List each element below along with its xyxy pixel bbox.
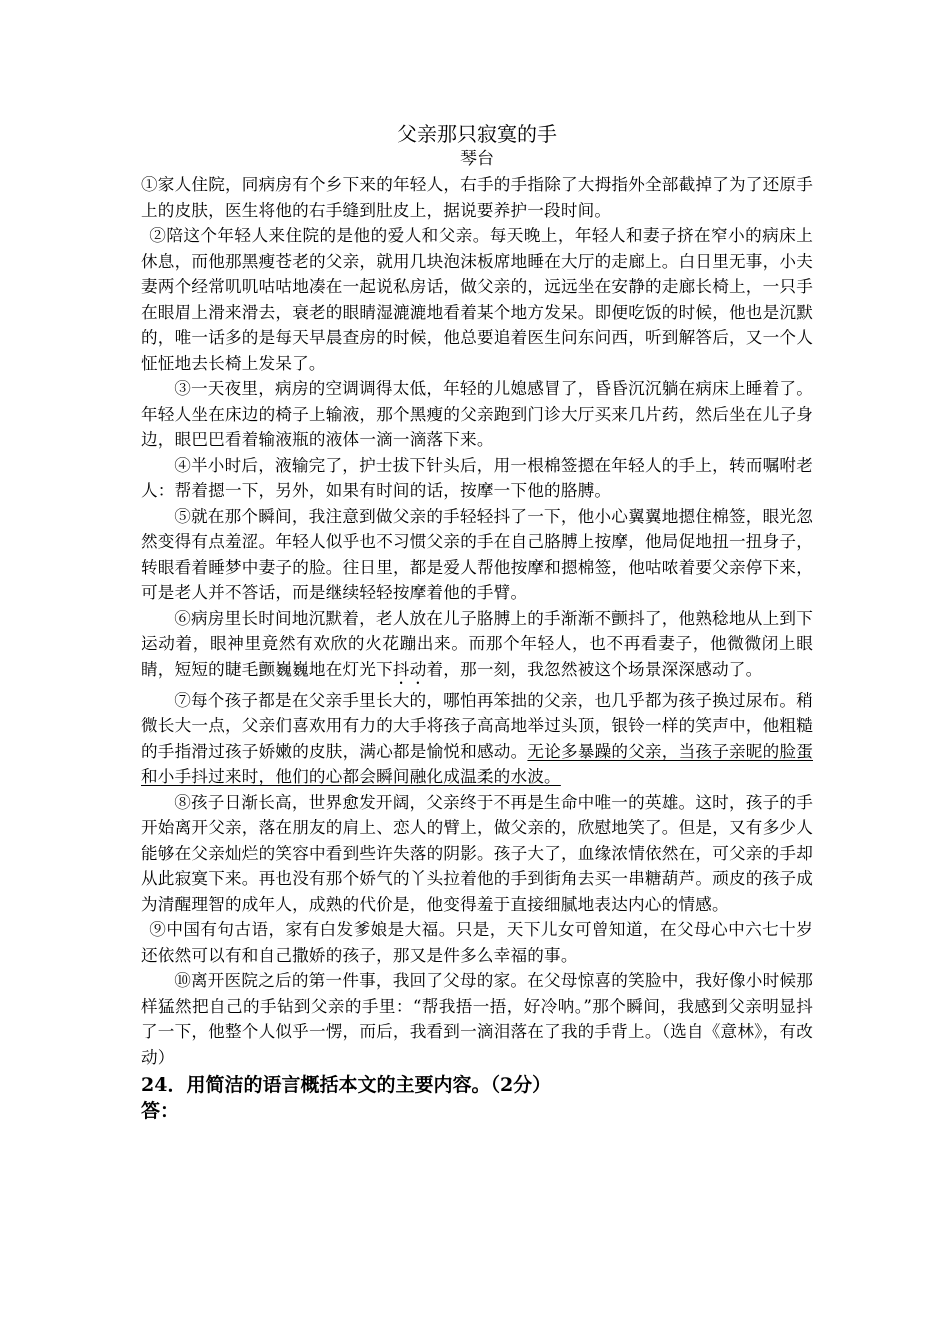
paragraph-6 bbox=[141, 606, 813, 688]
article-title: 父亲那只寂寞的手 bbox=[397, 122, 557, 146]
paragraph-6-text-c: 着，那一刻，我忽然被这个场景深深感动了。 bbox=[426, 659, 763, 679]
document-page bbox=[141, 120, 813, 1124]
paragraph-6-emphasized-word: 抖动 bbox=[392, 659, 427, 679]
paragraph-9: ⑨中国有句古语，家有白发爹娘是大福。只是，天下儿女可曾知道，在父母心中六七十岁还依然可以有和自己撒娇的孩子，那又是件多么幸福的事。 bbox=[141, 920, 813, 965]
paragraph-4: ④半小时后，液输完了，护士拔下针头后，用一根棉签摁在年轻人的手上，转而嘱咐老人：帮着摁一下，另外，如果有时间的话，按摩一下他的胳膊。 bbox=[141, 455, 813, 500]
paragraph-6-text-a: ⑥病房里长时间地沉默着，老人放在儿子胳膊上的手渐渐不颤抖了，他熟稔地从上到下运动着，眼神里竟然有欢欣的火花蹦出来。而那个年轻人，也不再看妻子，他微微闭上眼睛，短短的睫毛颤巍巍地在灯光下 bbox=[141, 608, 813, 679]
article-author: 琴台 bbox=[460, 149, 494, 169]
paragraph-7 bbox=[141, 688, 813, 790]
question-24: 24．用简洁的语言概括本文的主要内容。（2分） bbox=[141, 1074, 552, 1096]
paragraph-7-text-a: ⑦每个孩子都是在父亲手里长大的，哪怕再笨拙的父亲，也几乎都为孩子换过尿布。稍微长大一点，父亲们喜欢用有力的大手将孩子高高地举过头顶，银铃一样的笑声中，他粗糙的手指滑过孩子娇嫩的皮肤，满心都是愉悦和感动。 bbox=[141, 690, 813, 761]
paragraph-2: ②陪这个年轻人来住院的是他的爱人和父亲。每天晚上，年轻人和妻子挤在窄小的病床上休息，而他那黑瘦苍老的父亲，就用几块泡沫板席地睡在大厅的走廊上。白日里无事，小夫妻两个经常叽叽咕咕地凑在一起说私房话，做父亲的，远远坐在安静的走廊长椅上，一只手在眼眉上滑来滑去，衰老的眼睛湿漉漉地看着某个地方发呆。即便吃饭的时候，他也是沉默的，唯一话多的是每天早晨查房的时候，他总要追着医生问东问西，听到解答后，又一个人怔怔地去长椅上发呆了。 bbox=[141, 226, 813, 373]
paragraph-1: ①家人住院，同病房有个乡下来的年轻人，右手的手指除了大拇指外全部截掉了为了还原手上的皮肤，医生将他的右手缝到肚皮上，据说要养护一段时间。 bbox=[141, 175, 813, 220]
paragraph-5: ⑤就在那个瞬间，我注意到做父亲的手轻轻抖了一下，他小心翼翼地摁住棉签，眼光忽然变得有点羞涩。年轻人似乎也不习惯父亲的手在自己胳膊上按摩，他局促地扭一扭身子，转眼看着睡梦中妻子的脸。往日里，都是爱人帮他按摩和摁棉签，他咕哝着要父亲停下来，可是老人并不答话，而是继续轻轻按摩着他的手臂。 bbox=[141, 506, 813, 602]
paragraph-3: ③一天夜里，病房的空调调得太低，年轻的儿媳感冒了，昏昏沉沉躺在病床上睡着了。年轻人坐在床边的椅子上输液，那个黑瘦的父亲跑到门诊大厅买来几片药，然后坐在儿子身边，眼巴巴看着输液瓶的液体一滴一滴落下来。 bbox=[141, 379, 813, 449]
paragraph-7-underlined-sentence: 无论多暴躁的父亲，当孩子亲昵的脸蛋和小手抖过来时，他们的心都会瞬间融化成温柔的水波。 bbox=[141, 741, 813, 786]
paragraph-10: ⑩离开医院之后的第一件事，我回了父母的家。在父母惊喜的笑脸中，我好像小时候那样猛然把自己的手钻到父亲的手里：“帮我捂一捂，好冷呐。”那个瞬间，我感到父亲明显抖了一下，他整个人似乎一愣，而后，我看到一滴泪落在了我的手背上。（选自《意林》，有改动） bbox=[141, 971, 813, 1067]
paragraph-8: ⑧孩子日渐长高，世界愈发开阔，父亲终于不再是生命中唯一的英雄。这时，孩子的手开始离开父亲，落在朋友的肩上、恋人的臂上，做父亲的，欣慰地笑了。但是，又有多少人能够在父亲灿烂的笑容中看到些许失落的阴影。孩子大了，血缘浓情依然在，可父亲的手却从此寂寞下来。再也没有那个娇气的丫头拉着他的手到街角去买一串糖葫芦。顽皮的孩子成为清醒理智的成年人，成熟的代价是，他变得羞于直接细腻地表达内心的情感。 bbox=[141, 792, 813, 914]
answer-label: 答： bbox=[141, 1100, 180, 1122]
